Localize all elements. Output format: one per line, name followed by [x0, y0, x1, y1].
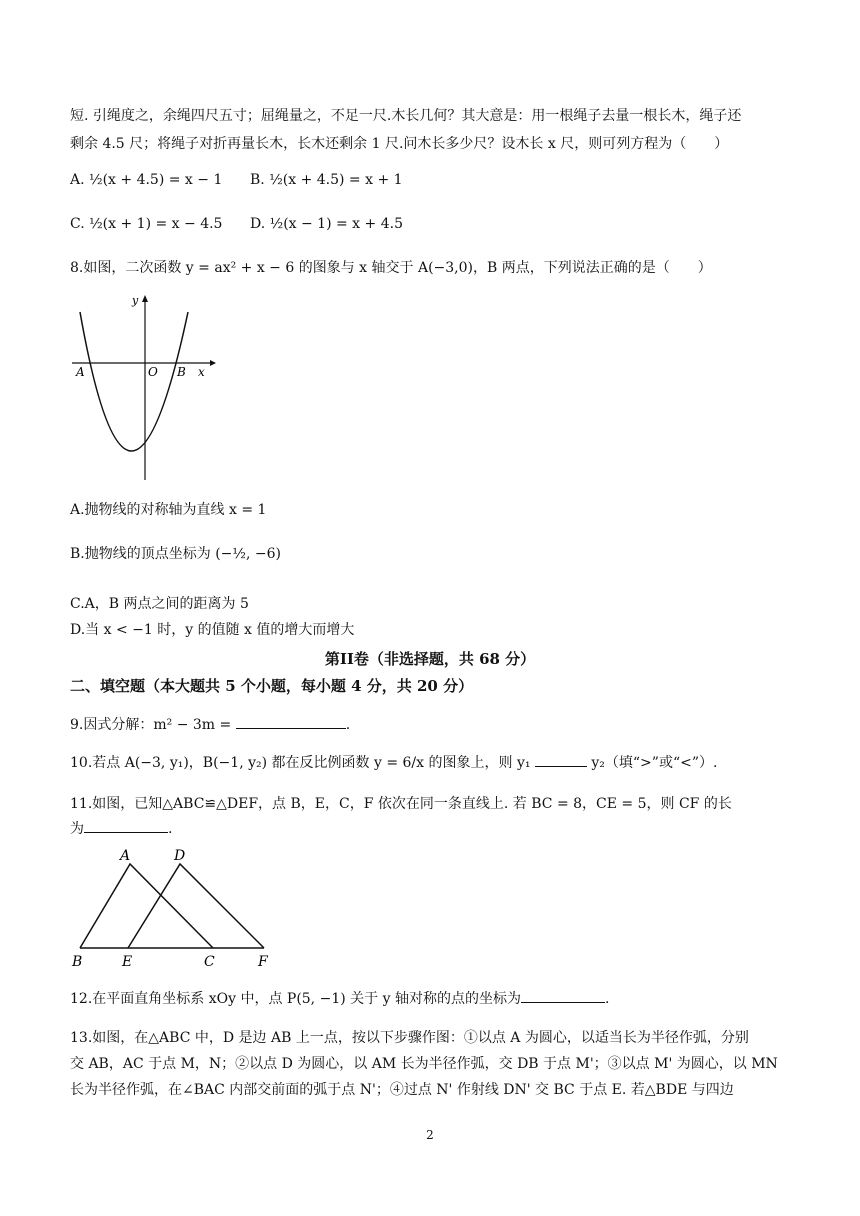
q13-text-line1: 13.如图，在△ABC 中，D 是边 AB 上一点，按以下步骤作图：①以点 A 为圆心，以适当长为半径作弧，分别	[70, 1030, 749, 1046]
q12	[70, 988, 609, 1009]
fig-label-b: B	[72, 954, 83, 970]
fig-label-f: F	[258, 954, 268, 970]
q10	[70, 752, 717, 773]
fig-label-a: A	[120, 848, 131, 864]
q7-text-line2: 剩余 4.5 尺；将绳子对折再量长木，长木还剩余 1 尺.问木长多少尺？设木长 x 尺，则可列方程为（ ）	[70, 136, 729, 152]
q7-option-a: A. ½(x + 4.5) = x − 1	[70, 172, 223, 188]
q7-option-d: D. ½(x − 1) = x + 4.5	[250, 216, 403, 232]
x-axis-arrow	[210, 360, 216, 366]
graph-label-y: y	[132, 294, 139, 307]
q12-answer-blank	[521, 988, 605, 1003]
q8-stem: 8.如图，二次函数 y = ax² + x − 6 的图象与 x 轴交于 A(−3,0)，B 两点，下列说法正确的是（ ）	[70, 260, 712, 276]
graph-label-x: x	[198, 365, 205, 379]
q9	[70, 714, 350, 735]
q12-end: .	[604, 991, 610, 1007]
y-axis-arrow	[142, 295, 148, 302]
fig-label-d: D	[174, 848, 186, 864]
fig-label-c: C	[204, 954, 215, 970]
q7-option-c: C. ½(x + 1) = x − 4.5	[70, 216, 223, 232]
q8-option-b: B.抛物线的顶点坐标为 (−½, −6)	[70, 546, 281, 562]
q11-end: .	[168, 821, 173, 837]
q8-option-d: D.当 x < −1 时，y 的值随 x 值的增大而增大	[70, 622, 355, 638]
q10-text-pre: 10.若点 A(−3, y₁)，B(−1, y₂) 都在反比例函数 y = 6/x 的图象上，则 y₁	[70, 755, 531, 771]
section2-title: 二、填空题（本大题共 5 个小题，每小题 4 分，共 20 分）	[70, 677, 474, 695]
parabola-graph	[70, 290, 220, 490]
q7-option-b: B. ½(x + 4.5) = x + 1	[250, 172, 403, 188]
triangles-figure	[68, 842, 278, 972]
q11-text-line1: 11.如图，已知△ABC≌△DEF，点 B，E，C，F 依次在同一条直线上. 若 BC = 8，CE = 5，则 CF 的长	[70, 796, 732, 812]
q13-text-line2: 交 AB，AC 于点 M，N；②以点 D 为圆心，以 AM 长为半径作弧，交 DB 于点 M'；③以点 M' 为圆心，以 MN	[70, 1056, 778, 1072]
q11-line2	[70, 818, 172, 839]
fig-label-e: E	[122, 954, 133, 970]
q9-end: .	[345, 717, 351, 733]
graph-label-a: A	[76, 365, 85, 379]
q9-answer-blank	[236, 714, 346, 729]
q8-option-c: C.A，B 两点之间的距离为 5	[70, 596, 249, 612]
parabola-curve	[80, 312, 188, 451]
graph-label-b: B	[177, 365, 186, 379]
part2-title: 第II卷（非选择题，共 68 分）	[324, 650, 536, 668]
q11-answer-blank	[84, 818, 168, 833]
q9-text: 9.因式分解：m² − 3m =	[70, 717, 232, 733]
q13-text-line3: 长为半径作弧，在∠BAC 内部交前面的弧于点 N'；④过点 N' 作射线 DN' 交 BC 于点 E. 若△BDE 与四边	[70, 1082, 734, 1098]
graph-label-o: O	[148, 365, 158, 379]
q7-text-line1: 短. 引绳度之，余绳四尺五寸；屈绳量之，不足一尺.木长几何？其大意是：用一根绳子去量一根长木，绳子还	[70, 108, 742, 124]
q11-line2-pre: 为	[70, 821, 84, 837]
q10-answer-blank	[535, 752, 587, 767]
q8-option-a: A.抛物线的对称轴为直线 x = 1	[70, 502, 267, 518]
q10-text-post: y₂（填“>”或“<”）.	[591, 755, 718, 771]
page-number: 2	[426, 1128, 434, 1142]
triangle-def	[128, 864, 264, 948]
q12-text: 12.在平面直角坐标系 xOy 中，点 P(5, −1) 关于 y 轴对称的点的坐标为	[70, 991, 521, 1007]
